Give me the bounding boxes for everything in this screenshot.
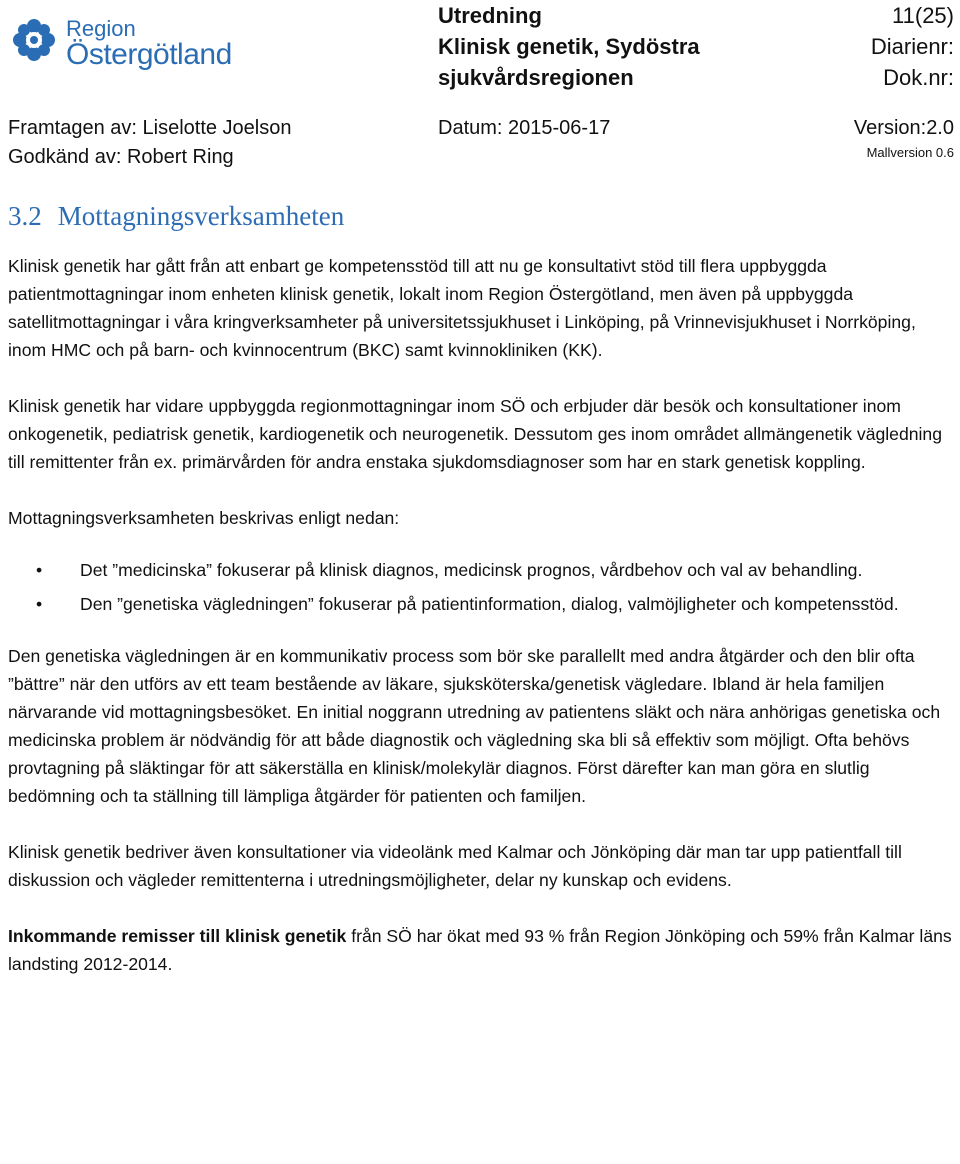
document-version: Version:2.0 bbox=[853, 117, 954, 139]
region-logo bbox=[10, 12, 232, 72]
list-item bbox=[8, 588, 952, 620]
document-ids bbox=[871, 0, 954, 93]
section-number: 3.2 bbox=[8, 201, 42, 231]
logo-line1: Region bbox=[66, 16, 136, 41]
paragraph-text: från SÖ har ökat med 93 % från Region Jönköping och 59% från Kalmar läns landsting 2012-2014. bbox=[8, 926, 952, 974]
version-info bbox=[854, 114, 954, 163]
page-number: 11(25) bbox=[892, 3, 954, 28]
list-item-text: Den ”genetiska vägledningen” fokuserar på patientinformation, dialog, valmöjligheter och kompetensstöd. bbox=[80, 594, 899, 614]
doknr-label: Dok.nr: bbox=[883, 65, 954, 90]
list-item bbox=[8, 554, 952, 586]
logo-line2: Östergötland bbox=[66, 38, 232, 71]
region-flower-icon bbox=[10, 16, 58, 64]
bullet-dot-icon: • bbox=[36, 594, 43, 614]
paragraph: Klinisk genetik har vidare uppbyggda regionmottagningar inom SÖ och erbjuder där besök och konsultationer inom onkogenetik, pediatrisk genetik, kardiogenetik och neurogenetik. Dessutom ges inom området allmängenetik vägledning till remittenter från ex. primärvården för andra enstaka sjukdomsdiagnoser som har en stark genetisk koppling. bbox=[8, 396, 943, 472]
paragraph: Den genetiska vägledningen är en kommunikativ process som bör ske parallellt med andra åtgärder och den blir ofta ”bättre” när den utförs av ett team bestående av läkare, sjuksköterska/genetisk vägledare. Ibland är hela familjen närvarande vid mottagningsbesöket. En initial noggrann utredning av patientens släkt och nära anhörigas genetiska och medicinska problem är nödvändig för att både diagnostik och vägledning ska bli så effektiv som möjligt. Ofta behövs provtagning på släktingar för att säkerställa en klinisk/molekylär diagnos. Först därefter kan man göra en slutlig bedömning och ta ställning till lämpliga åtgärder för patienten och familjen. bbox=[8, 646, 941, 806]
emphasis-text: Inkommande remisser till klinisk genetik bbox=[8, 926, 347, 946]
final-paragraph bbox=[8, 922, 952, 978]
paragraph: Klinisk genetik har gått från att enbart ge kompetensstöd till att nu ge konsultativt stöd till flera uppbyggda patientmottagningar inom enheten klinisk genetik, lokalt inom Region Östergötland, men även på uppbyggda satellitmottagningar i våra kringverksamheter på universitetssjukhuset i Linköping, på Vrinnevisjukhuset i Norrköping, inom HMC och på barn- och kvinnocentrum (BKC) samt kvinnokliniken (KK). bbox=[8, 256, 916, 360]
main-content bbox=[8, 196, 952, 1006]
section-heading bbox=[8, 196, 952, 236]
template-version: Mallversion 0.6 bbox=[866, 145, 954, 160]
document-date: Datum: 2015-06-17 bbox=[438, 117, 611, 139]
title-line: Klinisk genetik, Sydöstra bbox=[438, 34, 700, 59]
page-header bbox=[0, 0, 960, 190]
bullet-list bbox=[8, 554, 952, 620]
prepared-by: Framtagen av: Liselotte Joelson bbox=[8, 117, 292, 139]
diarienr-label: Diarienr: bbox=[870, 34, 954, 59]
approved-by: Godkänd av: Robert Ring bbox=[8, 146, 234, 168]
document-title bbox=[438, 0, 700, 93]
date-info bbox=[438, 114, 610, 143]
paragraph: Klinisk genetik bedriver även konsultationer via videolänk med Kalmar och Jönköping där man tar upp patientfall till diskussion och vägleder remittenterna i utredningsmöjligheter, delar ny kunskap och evidens. bbox=[8, 842, 902, 890]
paragraph: Mottagningsverksamheten beskrivas enligt nedan: bbox=[8, 508, 400, 528]
title-line: sjukvårdsregionen bbox=[438, 65, 634, 90]
section-title: Mottagningsverksamheten bbox=[57, 201, 345, 231]
title-line: Utredning bbox=[438, 3, 542, 28]
authorship bbox=[8, 114, 292, 172]
bullet-dot-icon: • bbox=[36, 560, 43, 580]
list-item-text: Det ”medicinska” fokuserar på klinisk diagnos, medicinsk prognos, vårdbehov och val av behandling. bbox=[80, 560, 863, 580]
